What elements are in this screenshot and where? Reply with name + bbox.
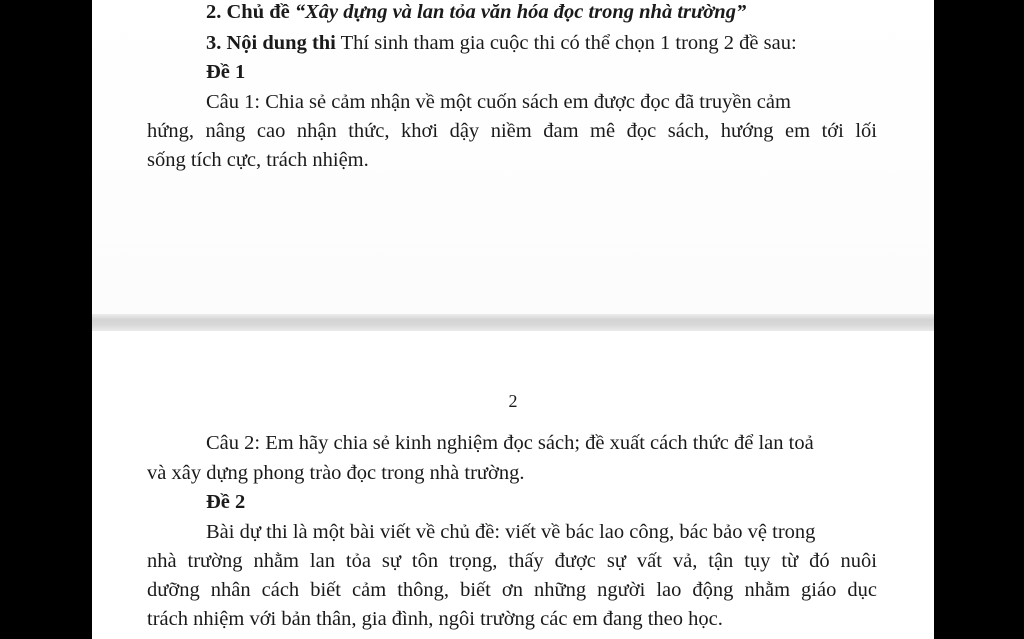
cau1-line-3: sống tích cực, trách nhiệm. [147,149,369,171]
cau2-line-1: Câu 2: Em hãy chia sẻ kinh nghiệm đọc sách; đề xuất cách thức để lan toả [206,432,814,454]
cau1-line-2: hứng, nâng cao nhận thức, khơi dậy niềm đam mê đọc sách, hướng em tới lối [147,120,877,142]
document-page-1 [92,0,934,314]
cau1-line-1: Câu 1: Chia sẻ cảm nhận về một cuốn sách em được đọc đã truyền cảm [206,91,791,113]
content-line [206,33,797,54]
de1-heading: Đề 1 [206,61,246,83]
page-number: 2 [508,391,518,411]
de2-line-1: Bài dự thi là một bài viết về chủ đề: viết về bác lao công, bác bảo vệ trong [206,521,816,543]
de2-heading: Đề 2 [206,491,246,513]
theme-title: “Xây dựng và lan tỏa văn hóa đọc trong nhà trường” [294,1,747,23]
de2-line-2: nhà trường nhằm lan tỏa sự tôn trọng, thấy được sự vất vả, tận tụy từ đó nuôi [147,550,877,572]
content-text: Thí sinh tham gia cuộc thi có thể chọn 1 trong 2 đề sau: [335,32,797,54]
de2-line-3: dưỡng nhân cách biết cảm thông, biết ơn những người lao động nhằm giáo dục [147,579,877,601]
theme-line [206,2,746,23]
cau2-line-2: và xây dựng phong trào đọc trong nhà trường. [147,462,525,484]
content-heading: 3. Nội dung thi [206,32,336,54]
theme-number: 2. Chủ đề [206,1,290,23]
document-page-2 [92,331,934,639]
page-separator [92,314,934,331]
de2-line-4: trách nhiệm với bản thân, gia đình, ngôi trường các em đang theo học. [147,608,723,630]
